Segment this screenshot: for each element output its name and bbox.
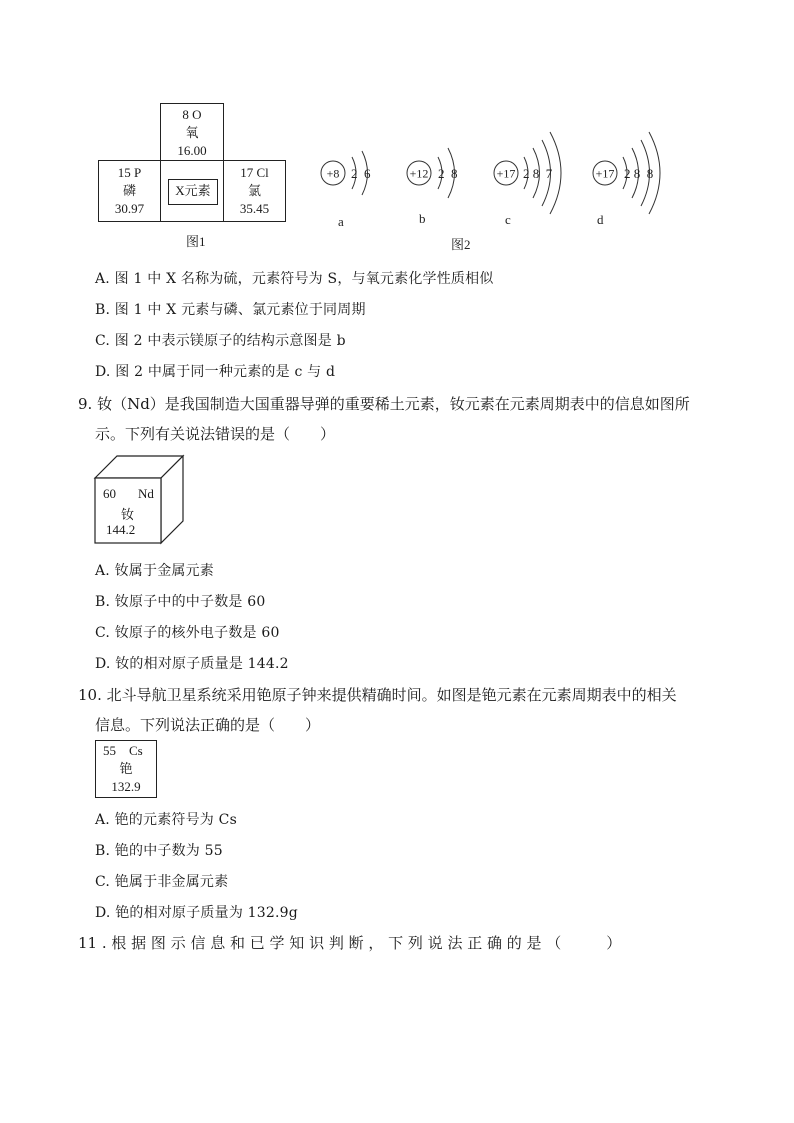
electron-counts: 2 8 [438,166,458,181]
nd-mass: 144.2 [106,522,136,537]
q9-option-a: A. 钕属于金属元素 [95,563,215,579]
electron-counts: 2 8 7 [523,166,553,181]
element-number-symbol: 8 O [182,107,202,122]
q8-option-c: C. 图 2 中表示镁原子的结构示意图是 b [95,333,346,349]
nd-name: 钕 [121,507,135,522]
nucleus-charge: +17 [496,166,516,181]
q10-option-d: D. 铯的相对原子质量为 132.9g [95,905,298,921]
q10-stem-line2: 信息。下列说法正确的是（ ） [95,716,321,734]
figure-2 [0,0,794,260]
cs-atomic-number: 55 [103,743,116,758]
nucleus-charge: +12 [409,166,429,181]
figure-2-caption: 图2 [451,237,471,252]
q8-option-a: A. 图 1 中 X 名称为硫，元素符号为 S，与氧元素化学性质相似 [95,271,494,287]
electron-counts: 2 8 8 [624,166,654,181]
q9-stem-line2: 示。下列有关说法错误的是（ ） [95,425,336,443]
element-mass: 30.97 [114,201,145,216]
element-mass: 16.00 [177,143,207,158]
x-element-label: X元素 [175,183,211,198]
q9-stem-line1: 9. 钕（Nd）是我国制造大国重器导弹的重要稀土元素，钕元素在元素周期表中的信息如图所 [78,395,690,413]
q10-option-b: B. 铯的中子数为 55 [95,843,223,859]
q9-option-b: B. 钕原子中的中子数是 60 [95,594,266,610]
cs-symbol: Cs [129,743,143,758]
cs-name: 铯 [119,761,133,776]
atom-label: a [338,214,344,229]
q10-option-a: A. 铯的元素符号为 Cs [95,812,237,828]
q10-option-c: C. 铯属于非金属元素 [95,874,229,890]
element-name: 磷 [122,183,136,198]
element-number-symbol: 17 Cl [240,165,269,180]
cs-number-symbol [96,742,156,760]
atom-label: d [597,212,604,227]
nd-symbol: Nd [138,486,154,501]
cs-mass: 132.9 [111,779,141,794]
nd-atomic-number: 60 [103,486,116,501]
atom-label: b [419,211,426,226]
q8-option-b: B. 图 1 中 X 元素与磷、氯元素位于同周期 [95,302,366,318]
element-name: 氧 [185,125,199,140]
element-name: 氯 [247,183,261,198]
nucleus-charge: +8 [326,166,340,181]
q9-option-d: D. 钕的相对原子质量是 144.2 [95,656,289,672]
q11-stem: 11 . 根 据 图 示 信 息 和 已 学 知 识 判 断 ， 下 列 说 法 正 确 的 是 （ ） [78,934,622,952]
element-number-symbol: 15 P [117,165,142,180]
figure-1-caption: 图1 [186,234,206,249]
q9-option-c: C. 钕原子的核外电子数是 60 [95,625,280,641]
q8-option-d: D. 图 2 中属于同一种元素的是 c 与 d [95,364,336,380]
q10-stem-line1: 10. 北斗导航卫星系统采用铯原子钟来提供精确时间。如图是铯元素在元素周期表中的相关 [78,686,677,704]
nucleus-charge: +17 [595,166,615,181]
cesium-cell [95,740,157,798]
electron-counts: 2 6 [351,166,371,181]
element-mass: 35.45 [239,201,270,216]
atom-label: c [505,212,511,227]
